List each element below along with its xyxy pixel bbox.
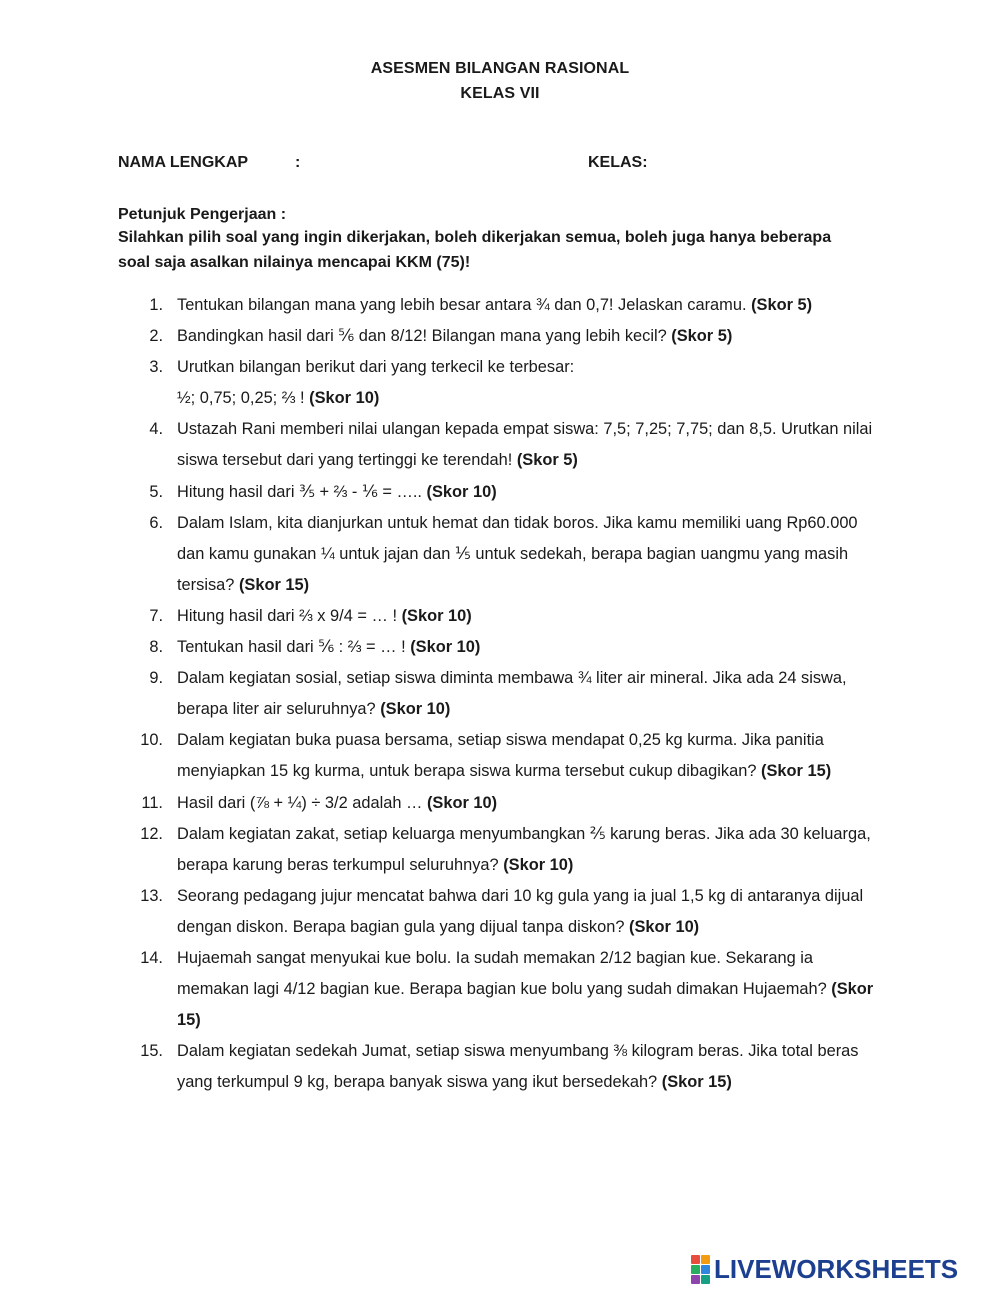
logo-text: LIVEWORKSHEETS [714, 1253, 959, 1284]
question-item [0, 725, 889, 787]
question-score: (Skor 5) [751, 296, 813, 314]
question-text: Dalam kegiatan sedekah Jumat, setiap siswa menyumbang ⅜ kilogram beras. Jika total beras yang terkumpul 9 kg, berapa banyak siswa yang ikut bersedekah? [177, 1042, 859, 1092]
question-score: (Skor 5) [516, 451, 578, 470]
logo-block [701, 1255, 710, 1264]
question-number: 10. [140, 731, 163, 750]
question-score: (Skor 10) [629, 917, 700, 936]
question-text: Hasil dari (⅞ + ¼) ÷ 3/2 adalah … [177, 793, 427, 812]
question-item [0, 508, 889, 601]
question-text: Bandingkan hasil dari ⅚ dan 8/12! Bilangan mana yang lebih kecil? [177, 327, 672, 346]
question-text: Dalam kegiatan sosial, setiap siswa diminta membawa ¾ liter air mineral. Jika ada 24 siswa, berapa liter air seluruhnya? [177, 669, 847, 719]
logo-block [691, 1255, 700, 1264]
question-number: 12. [140, 824, 163, 843]
question-text: Seorang pedagang jujur mencatat bahwa dari 10 kg gula yang ia jual 1,5 kg di antaranya dijual dengan diskon. Berapa bagian gula yang dijual tanpa diskon? [177, 886, 864, 936]
question-text: Ustazah Rani memberi nilai ulangan kepada empat siswa: 7,5; 7,25; 7,75; dan 8,5. Urutkan nilai siswa tersebut dari yang tertinggi ke terendah! [177, 420, 873, 470]
class-label: KELAS: [588, 154, 648, 171]
question-number: 15. [140, 1042, 163, 1061]
question-item [0, 663, 889, 725]
question-text: Hujaemah sangat menyukai kue bolu. Ia sudah memakan 2/12 bagian kue. Sekarang ia memakan lagi 4/12 bagian kue. Berapa bagian kue bolu yang sudah dimakan Hujaemah? [177, 948, 832, 999]
question-item [0, 943, 889, 1036]
question-number: 6. [149, 513, 163, 532]
name-colon: : [295, 154, 301, 171]
logo-block [691, 1265, 700, 1274]
document-title: ASESMEN BILANGAN RASIONAL [370, 60, 630, 77]
question-number: 7. [149, 606, 163, 625]
question-number: 9. [149, 669, 163, 688]
logo-icon [691, 1255, 710, 1284]
question-item [0, 414, 889, 476]
question-number: 8. [149, 638, 163, 657]
question-text: Dalam kegiatan buka puasa bersama, setiap siswa mendapat 0,25 kg kurma. Jika panitia menyiapkan 15 kg kurma, untuk berapa siswa kurma tersebut cukup dibagikan? [177, 731, 824, 781]
question-number: 1. [149, 296, 163, 314]
question-item [0, 881, 889, 943]
question-number: 5. [149, 482, 163, 501]
question-score: (Skor 10) [426, 482, 497, 501]
question-item [0, 352, 889, 414]
question-text: Tentukan hasil dari ⅚ : ⅔ = … ! [177, 638, 411, 657]
logo-block [701, 1265, 710, 1274]
instructions-heading: Petunjuk Pengerjaan : [118, 206, 287, 223]
question-score: (Skor 15) [661, 1073, 732, 1092]
instructions-body: Silahkan pilih soal yang ingin dikerjakan, boleh dikerjakan semua, boleh juga hanya beberapa soal saja asalkan nilainya mencapai KKM (75)! [118, 229, 832, 271]
question-item [0, 321, 889, 352]
question-text: Hitung hasil dari ⅔ x 9/4 = … ! [177, 606, 402, 625]
question-number: 3. [149, 358, 163, 377]
question-text: Hitung hasil dari ⅗ + ⅔ - ⅙ = ….. [177, 482, 427, 501]
question-number: 11. [141, 793, 163, 812]
question-text: Dalam kegiatan zakat, setiap keluarga menyumbangkan ⅖ karung beras. Jika ada 30 keluarga, berapa karung beras terkumpul seluruhnya? [177, 824, 871, 874]
question-score: (Skor 15) [238, 575, 310, 594]
question-number: 4. [149, 420, 163, 439]
question-number: 13. [140, 886, 163, 905]
question-item [0, 788, 889, 819]
question-score: (Skor 15) [177, 980, 874, 1030]
question-text: Urutkan bilangan berikut dari yang terkecil ke terbesar: ½; 0,75; 0,25; ⅔ ! [177, 358, 575, 408]
liveworksheets-logo [691, 1254, 958, 1284]
name-label: NAMA LENGKAP [118, 154, 249, 171]
question-score: (Skor 10) [309, 389, 380, 408]
question-list [0, 290, 1000, 1098]
question-score: (Skor 10) [426, 793, 498, 812]
question-score: (Skor 15) [761, 762, 832, 781]
document-subtitle: KELAS VII [460, 85, 540, 102]
question-score: (Skor 10) [410, 638, 481, 657]
logo-block [701, 1275, 710, 1284]
logo-block [691, 1275, 700, 1284]
question-score: (Skor 10) [503, 855, 574, 874]
question-score: (Skor 5) [671, 327, 733, 346]
question-number: 14. [140, 948, 163, 967]
question-item [0, 819, 889, 881]
question-text: Tentukan bilangan mana yang lebih besar antara ¾ dan 0,7! Jelaskan caramu. [177, 296, 752, 314]
question-item [0, 1036, 889, 1098]
question-score: (Skor 10) [380, 700, 451, 719]
question-item [0, 477, 889, 508]
question-item [0, 290, 889, 321]
question-text: Dalam Islam, kita dianjurkan untuk hemat dan tidak boros. Jika kamu memiliki uang Rp60.000 dan kamu gunakan ¼ untuk jajan dan ⅕ untuk sedekah, berapa bagian uangmu yang masih tersisa? [177, 513, 858, 594]
question-item [0, 632, 889, 663]
question-number: 2. [149, 327, 163, 346]
question-score: (Skor 10) [401, 606, 472, 625]
question-item [0, 601, 889, 632]
